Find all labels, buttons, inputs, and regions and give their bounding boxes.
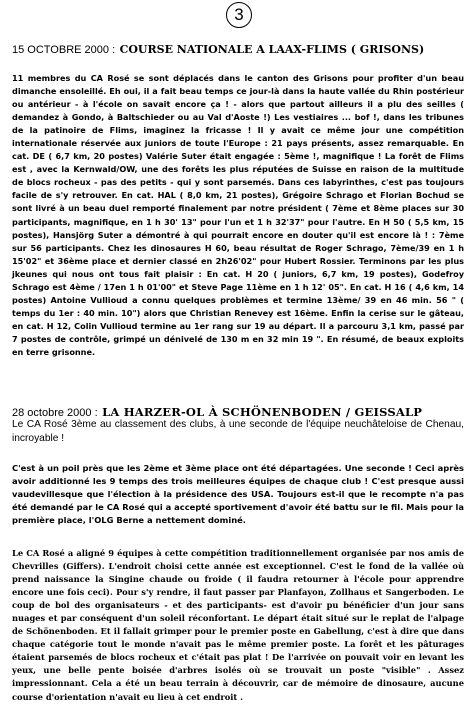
section2-date: 28 octobre 2000 : [12, 407, 98, 419]
section2-paragraph-2: Le CA Rosé a aligné 9 équipes à cette compétition traditionnellement organisée par nos amis de Chevrilles (Giffers). L'endroit choisi cette année est exceptionnel. C'est le fond de la vallée où prend naissance la Singine chaude ou froide ( il faudra retourner à l'école pour apprendre encore une fois ceci). Pour s'y rendre, il faut passer par Planfayon, Zollhaus et Sangerboden. Le coup de bol des organisateurs - et des participants- est d'avoir pu bénéficier d'un jour sans nuages et par conséquent d'un soleil réconfortant. Le départ était situé sur le replat de l'alpage de Schönenboden. Et il fallait grimper pour le premier poste en Gabellung, c'est à dire que dans chaque catégorie tout le monde n'avait pas le même premier poste. La forêt et les pâturages étaient parsemés de blocs rocheux et c'était pas plat ! De l'arrivée on pouvait voir en levant les yeux, une belle pente boisée d'arbres isolés où se trouvait un poste "visible" . Assez impressionnant. Cela a été un beau terrain à découvrir, car de mémoire de dinosaure, aucune course d'orientation n'avait eu lieu à cet endroit . [12, 548, 464, 702]
section2-title: LA HARZER-OL À SCHÖNENBODEN / GEISSALP [102, 405, 423, 419]
section1-heading [12, 40, 424, 58]
page-number: 3 [226, 2, 252, 28]
section1-body: 11 membres du CA Rosé se sont déplacés dans le canton des Grisons pour profiter d'un beau dimanche ensoleillé. Eh oui, il a fait beau temps ce jour-là dans la haute vallée du Rhin postérieur ou antérieur - à l'école on savait encore ça ! - alors que partout ailleurs il a plu des seilles ( demandez à Gondo, à Baltschieder ou au Val d'Aoste !) Les vestiaires ... bof !, dans les tribunes de la patinoire de Flims, imaginez la fricasse ! Il y avait ce même jour une compétition internationale réservée aux juniors de toute l'Europe : 21 pays présents, assez remarquable. En cat. DE ( 6,7 km, 20 postes) Valérie Suter était engagée : 5ème !, magnifique ! La forêt de Flims est , avec la Kernwald/OW, une des forêts les plus réputées de Suisse en raison de la multitude de blocs rocheux - pas des petits - qui y sont parsemés. Dans ces labyrinthes, c'est pas toujours facile de s'y retrouver. En cat. HAL ( 8,0 km, 21 postes), Grégoire Schrago et Florian Bochud se sont livré à un beau duel remporté finalement par notre président ( 7ème et 8ème places sur 30 participants, magnifique, en 1 h 30' 13" pour l'un et 1 h 32'37" pour l'autre. En H 50 ( 5,5 km, 15 postes), Hansjörg Suter a démontré à qui pourrait encore en douter qu'il est encore là ! : 7ème sur 56 participants. Chez les dinosaures H 60, beau résultat de Roger Schrago, 7ème/39 en 1 h 15'02" et 36ème place et dernier classé en 2h26'02" pour Hubert Rossier. Terminons par les plus jkeunes qui nous ont tous fait plaisir : En cat. H 20 ( juniors, 6,7 km, 19 postes), Godefroy Schrago est 4ème / 17en 1 h 01'00" et Steve Page 11ème en 1 h 12' 05". En cat. H 16 ( 4,6 km, 14 postes) Antoine Vullioud a connu quelques problèmes et termine 13ème/ 39 en 46 min. 56 " ( temps du 1er : 40 min. 10") alors que Christian Renevey est 16ème. Enfin la cerise sur le gâteau, en cat. H 12, Colin Vullioud termine au 1er rang sur 19 au départ. Il a parcouru 3,1 km, passé par 7 postes de contrôle, grimpé un dénivelé de 130 m en 32 min 19 ". En résumé, de beaux exploits en terre grisonne. [12, 73, 464, 357]
section2-paragraph-1: C'est à un poil près que les 2ème et 3ème place ont été départagées. Une seconde ! Ceci après avoir additionné les 9 temps des trois meilleures équipes de chaque club ! C'est presque aussi vaudevillesque que l'élection à la présidence des USA. Toujours est-il que le recompte n'a pas été demandé par le CA Rosé qui a accepté sportivement d'avoir été battu sur le fil. Mais pour la première place, l'OLG Berne a nettement dominé. [12, 463, 464, 526]
section1-title: COURSE NATIONALE A LAAX-FLIMS ( GRISONS) [119, 43, 425, 56]
section2-intro: Le CA Rosé 3ème au classement des clubs, à une seconde de l'équipe neuchâteloise de Chenau, incroyable ! [12, 419, 464, 444]
section1-date: 15 OCTOBRE 2000 : [12, 44, 116, 56]
